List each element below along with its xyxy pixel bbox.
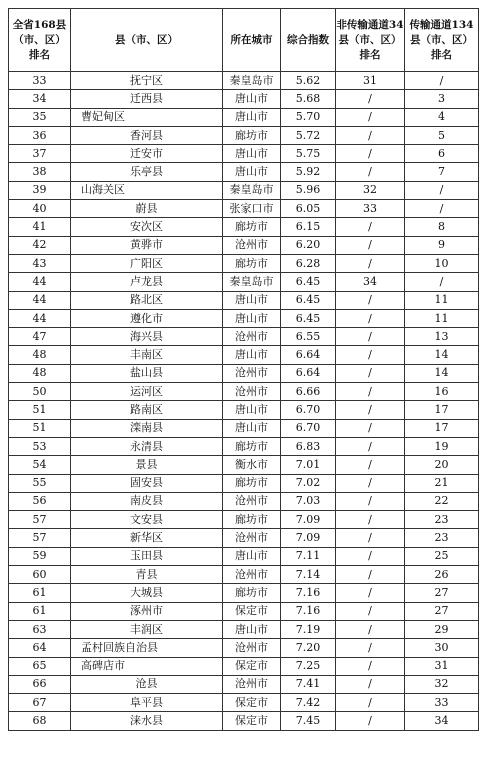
- ranking-table: [8, 8, 479, 731]
- county-cell: 文安县: [71, 511, 223, 529]
- channel-rank-cell: 34: [405, 712, 479, 730]
- index-cell: 5.62: [281, 72, 336, 90]
- city-cell: 廊坊市: [223, 511, 281, 529]
- county-cell: 路南区: [71, 401, 223, 419]
- table-row: [9, 419, 479, 437]
- table-row: [9, 126, 479, 144]
- city-cell: 廊坊市: [223, 218, 281, 236]
- city-cell: 沧州市: [223, 675, 281, 693]
- index-cell: 6.45: [281, 309, 336, 327]
- header-channel-rank: 传输通道134县（市、区）排名: [405, 9, 479, 72]
- city-cell: 廊坊市: [223, 254, 281, 272]
- province-rank-cell: 44: [9, 291, 71, 309]
- channel-rank-cell: 16: [405, 383, 479, 401]
- table-row: [9, 254, 479, 272]
- header-county: 县（市、区）: [71, 9, 223, 72]
- index-cell: 5.96: [281, 181, 336, 199]
- county-cell: 大城县: [71, 584, 223, 602]
- index-cell: 5.75: [281, 145, 336, 163]
- table-row: [9, 291, 479, 309]
- province-rank-cell: 42: [9, 236, 71, 254]
- channel-rank-cell: 6: [405, 145, 479, 163]
- table-row: [9, 200, 479, 218]
- province-rank-cell: 51: [9, 419, 71, 437]
- county-cell: 南皮县: [71, 492, 223, 510]
- channel-rank-cell: 22: [405, 492, 479, 510]
- table-row: [9, 364, 479, 382]
- index-cell: 6.70: [281, 419, 336, 437]
- county-cell: 沧县: [71, 675, 223, 693]
- table-row: [9, 72, 479, 90]
- county-cell: 景县: [71, 456, 223, 474]
- index-cell: 7.16: [281, 602, 336, 620]
- county-cell: 盐山县: [71, 364, 223, 382]
- province-rank-cell: 38: [9, 163, 71, 181]
- city-cell: 沧州市: [223, 328, 281, 346]
- index-cell: 5.68: [281, 90, 336, 108]
- index-cell: 6.05: [281, 200, 336, 218]
- province-rank-cell: 33: [9, 72, 71, 90]
- non-channel-rank-cell: /: [336, 547, 405, 565]
- index-cell: 6.64: [281, 364, 336, 382]
- province-rank-cell: 57: [9, 529, 71, 547]
- city-cell: 沧州市: [223, 236, 281, 254]
- table-row: [9, 108, 479, 126]
- index-cell: 6.45: [281, 291, 336, 309]
- city-cell: 保定市: [223, 712, 281, 730]
- non-channel-rank-cell: /: [336, 620, 405, 638]
- city-cell: 唐山市: [223, 309, 281, 327]
- channel-rank-cell: 33: [405, 694, 479, 712]
- non-channel-rank-cell: /: [336, 639, 405, 657]
- table-row: [9, 492, 479, 510]
- index-cell: 6.55: [281, 328, 336, 346]
- non-channel-rank-cell: /: [336, 419, 405, 437]
- city-cell: 唐山市: [223, 90, 281, 108]
- city-cell: 廊坊市: [223, 437, 281, 455]
- index-cell: 7.11: [281, 547, 336, 565]
- province-rank-cell: 59: [9, 547, 71, 565]
- table-row: [9, 474, 479, 492]
- city-cell: 张家口市: [223, 200, 281, 218]
- index-cell: 7.45: [281, 712, 336, 730]
- channel-rank-cell: 13: [405, 328, 479, 346]
- province-rank-cell: 47: [9, 328, 71, 346]
- province-rank-cell: 39: [9, 181, 71, 199]
- non-channel-rank-cell: /: [336, 291, 405, 309]
- channel-rank-cell: 8: [405, 218, 479, 236]
- city-cell: 廊坊市: [223, 126, 281, 144]
- channel-rank-cell: /: [405, 181, 479, 199]
- non-channel-rank-cell: 31: [336, 72, 405, 90]
- table-row: [9, 584, 479, 602]
- county-cell: 山海关区: [71, 181, 223, 199]
- table-row: [9, 639, 479, 657]
- city-cell: 沧州市: [223, 383, 281, 401]
- table-row: [9, 236, 479, 254]
- index-cell: 6.28: [281, 254, 336, 272]
- non-channel-rank-cell: /: [336, 236, 405, 254]
- city-cell: 保定市: [223, 602, 281, 620]
- county-cell: 滦南县: [71, 419, 223, 437]
- county-cell: 安次区: [71, 218, 223, 236]
- county-cell: 蔚县: [71, 200, 223, 218]
- header-city: 所在城市: [223, 9, 281, 72]
- index-cell: 6.64: [281, 346, 336, 364]
- table-row: [9, 456, 479, 474]
- channel-rank-cell: 5: [405, 126, 479, 144]
- channel-rank-cell: 30: [405, 639, 479, 657]
- province-rank-cell: 43: [9, 254, 71, 272]
- index-cell: 5.70: [281, 108, 336, 126]
- province-rank-cell: 54: [9, 456, 71, 474]
- non-channel-rank-cell: /: [336, 602, 405, 620]
- channel-rank-cell: /: [405, 273, 479, 291]
- county-cell: 涞水县: [71, 712, 223, 730]
- table-row: [9, 511, 479, 529]
- table-row: [9, 145, 479, 163]
- channel-rank-cell: 25: [405, 547, 479, 565]
- header-province-rank: 全省168县（市、区）排名: [9, 9, 71, 72]
- county-cell: 玉田县: [71, 547, 223, 565]
- channel-rank-cell: 20: [405, 456, 479, 474]
- county-cell: 遵化市: [71, 309, 223, 327]
- county-cell: 固安县: [71, 474, 223, 492]
- county-cell: 抚宁区: [71, 72, 223, 90]
- channel-rank-cell: 27: [405, 584, 479, 602]
- channel-rank-cell: 10: [405, 254, 479, 272]
- county-cell: 香河县: [71, 126, 223, 144]
- province-rank-cell: 34: [9, 90, 71, 108]
- index-cell: 6.15: [281, 218, 336, 236]
- non-channel-rank-cell: /: [336, 346, 405, 364]
- channel-rank-cell: 14: [405, 364, 479, 382]
- city-cell: 廊坊市: [223, 584, 281, 602]
- county-cell: 运河区: [71, 383, 223, 401]
- index-cell: 6.66: [281, 383, 336, 401]
- province-rank-cell: 60: [9, 566, 71, 584]
- city-cell: 秦皇岛市: [223, 72, 281, 90]
- non-channel-rank-cell: /: [336, 163, 405, 181]
- county-cell: 广阳区: [71, 254, 223, 272]
- table-row: [9, 328, 479, 346]
- non-channel-rank-cell: /: [336, 437, 405, 455]
- non-channel-rank-cell: /: [336, 328, 405, 346]
- city-cell: 廊坊市: [223, 474, 281, 492]
- county-cell: 涿州市: [71, 602, 223, 620]
- table-row: [9, 694, 479, 712]
- channel-rank-cell: 11: [405, 309, 479, 327]
- province-rank-cell: 66: [9, 675, 71, 693]
- county-cell: 黄骅市: [71, 236, 223, 254]
- channel-rank-cell: 17: [405, 401, 479, 419]
- province-rank-cell: 50: [9, 383, 71, 401]
- header-row: [9, 9, 479, 72]
- city-cell: 唐山市: [223, 291, 281, 309]
- province-rank-cell: 61: [9, 584, 71, 602]
- non-channel-rank-cell: /: [336, 90, 405, 108]
- index-cell: 7.20: [281, 639, 336, 657]
- county-cell: 曹妃甸区: [71, 108, 223, 126]
- city-cell: 唐山市: [223, 419, 281, 437]
- non-channel-rank-cell: 34: [336, 273, 405, 291]
- non-channel-rank-cell: /: [336, 657, 405, 675]
- city-cell: 沧州市: [223, 492, 281, 510]
- table-row: [9, 346, 479, 364]
- city-cell: 秦皇岛市: [223, 181, 281, 199]
- province-rank-cell: 56: [9, 492, 71, 510]
- channel-rank-cell: /: [405, 200, 479, 218]
- table-row: [9, 437, 479, 455]
- channel-rank-cell: 32: [405, 675, 479, 693]
- non-channel-rank-cell: /: [336, 145, 405, 163]
- table-row: [9, 273, 479, 291]
- index-cell: 7.01: [281, 456, 336, 474]
- non-channel-rank-cell: /: [336, 529, 405, 547]
- table-row: [9, 712, 479, 730]
- county-cell: 丰南区: [71, 346, 223, 364]
- non-channel-rank-cell: /: [336, 675, 405, 693]
- non-channel-rank-cell: /: [336, 566, 405, 584]
- non-channel-rank-cell: /: [336, 492, 405, 510]
- province-rank-cell: 68: [9, 712, 71, 730]
- city-cell: 唐山市: [223, 401, 281, 419]
- city-cell: 衡水市: [223, 456, 281, 474]
- province-rank-cell: 51: [9, 401, 71, 419]
- table-row: [9, 163, 479, 181]
- channel-rank-cell: 11: [405, 291, 479, 309]
- non-channel-rank-cell: /: [336, 218, 405, 236]
- non-channel-rank-cell: /: [336, 309, 405, 327]
- ranking-table-container: [8, 8, 479, 731]
- table-row: [9, 566, 479, 584]
- table-row: [9, 657, 479, 675]
- county-cell: 青县: [71, 566, 223, 584]
- non-channel-rank-cell: /: [336, 511, 405, 529]
- index-cell: 5.72: [281, 126, 336, 144]
- table-row: [9, 181, 479, 199]
- table-header: [9, 9, 479, 72]
- county-cell: 迁安市: [71, 145, 223, 163]
- table-row: [9, 675, 479, 693]
- table-row: [9, 401, 479, 419]
- county-cell: 孟村回族自治县: [71, 639, 223, 657]
- header-non-channel-rank: 非传输通道34县（市、区）排名: [336, 9, 405, 72]
- county-cell: 新华区: [71, 529, 223, 547]
- index-cell: 7.14: [281, 566, 336, 584]
- non-channel-rank-cell: /: [336, 456, 405, 474]
- header-composite-index: 综合指数: [281, 9, 336, 72]
- index-cell: 7.16: [281, 584, 336, 602]
- index-cell: 7.41: [281, 675, 336, 693]
- city-cell: 保定市: [223, 657, 281, 675]
- index-cell: 6.70: [281, 401, 336, 419]
- non-channel-rank-cell: 32: [336, 181, 405, 199]
- province-rank-cell: 64: [9, 639, 71, 657]
- index-cell: 7.42: [281, 694, 336, 712]
- channel-rank-cell: 9: [405, 236, 479, 254]
- table-body: [9, 72, 479, 731]
- city-cell: 沧州市: [223, 364, 281, 382]
- table-row: [9, 90, 479, 108]
- table-row: [9, 309, 479, 327]
- table-row: [9, 218, 479, 236]
- channel-rank-cell: 26: [405, 566, 479, 584]
- county-cell: 永清县: [71, 437, 223, 455]
- table-row: [9, 529, 479, 547]
- county-cell: 迁西县: [71, 90, 223, 108]
- non-channel-rank-cell: /: [336, 584, 405, 602]
- channel-rank-cell: 3: [405, 90, 479, 108]
- province-rank-cell: 41: [9, 218, 71, 236]
- province-rank-cell: 57: [9, 511, 71, 529]
- table-row: [9, 383, 479, 401]
- city-cell: 唐山市: [223, 620, 281, 638]
- county-cell: 海兴县: [71, 328, 223, 346]
- index-cell: 5.92: [281, 163, 336, 181]
- index-cell: 6.83: [281, 437, 336, 455]
- city-cell: 唐山市: [223, 547, 281, 565]
- channel-rank-cell: 27: [405, 602, 479, 620]
- table-row: [9, 620, 479, 638]
- non-channel-rank-cell: /: [336, 126, 405, 144]
- province-rank-cell: 48: [9, 346, 71, 364]
- city-cell: 沧州市: [223, 566, 281, 584]
- city-cell: 秦皇岛市: [223, 273, 281, 291]
- non-channel-rank-cell: /: [336, 108, 405, 126]
- county-cell: 路北区: [71, 291, 223, 309]
- table-row: [9, 602, 479, 620]
- province-rank-cell: 65: [9, 657, 71, 675]
- province-rank-cell: 55: [9, 474, 71, 492]
- city-cell: 唐山市: [223, 163, 281, 181]
- province-rank-cell: 63: [9, 620, 71, 638]
- province-rank-cell: 40: [9, 200, 71, 218]
- non-channel-rank-cell: /: [336, 383, 405, 401]
- non-channel-rank-cell: /: [336, 254, 405, 272]
- index-cell: 7.25: [281, 657, 336, 675]
- province-rank-cell: 48: [9, 364, 71, 382]
- channel-rank-cell: 21: [405, 474, 479, 492]
- county-cell: 阜平县: [71, 694, 223, 712]
- channel-rank-cell: 29: [405, 620, 479, 638]
- province-rank-cell: 53: [9, 437, 71, 455]
- non-channel-rank-cell: /: [336, 364, 405, 382]
- province-rank-cell: 61: [9, 602, 71, 620]
- county-cell: 乐亭县: [71, 163, 223, 181]
- index-cell: 7.09: [281, 511, 336, 529]
- province-rank-cell: 36: [9, 126, 71, 144]
- index-cell: 7.09: [281, 529, 336, 547]
- county-cell: 卢龙县: [71, 273, 223, 291]
- index-cell: 7.02: [281, 474, 336, 492]
- channel-rank-cell: /: [405, 72, 479, 90]
- channel-rank-cell: 4: [405, 108, 479, 126]
- city-cell: 唐山市: [223, 108, 281, 126]
- county-cell: 高碑店市: [71, 657, 223, 675]
- channel-rank-cell: 14: [405, 346, 479, 364]
- table-row: [9, 547, 479, 565]
- province-rank-cell: 67: [9, 694, 71, 712]
- city-cell: 沧州市: [223, 529, 281, 547]
- non-channel-rank-cell: /: [336, 712, 405, 730]
- index-cell: 6.20: [281, 236, 336, 254]
- county-cell: 丰润区: [71, 620, 223, 638]
- index-cell: 7.19: [281, 620, 336, 638]
- province-rank-cell: 44: [9, 273, 71, 291]
- city-cell: 唐山市: [223, 346, 281, 364]
- non-channel-rank-cell: 33: [336, 200, 405, 218]
- non-channel-rank-cell: /: [336, 474, 405, 492]
- index-cell: 6.45: [281, 273, 336, 291]
- province-rank-cell: 44: [9, 309, 71, 327]
- channel-rank-cell: 23: [405, 511, 479, 529]
- city-cell: 唐山市: [223, 145, 281, 163]
- channel-rank-cell: 23: [405, 529, 479, 547]
- index-cell: 7.03: [281, 492, 336, 510]
- province-rank-cell: 35: [9, 108, 71, 126]
- channel-rank-cell: 19: [405, 437, 479, 455]
- city-cell: 保定市: [223, 694, 281, 712]
- non-channel-rank-cell: /: [336, 694, 405, 712]
- non-channel-rank-cell: /: [336, 401, 405, 419]
- channel-rank-cell: 31: [405, 657, 479, 675]
- city-cell: 沧州市: [223, 639, 281, 657]
- channel-rank-cell: 7: [405, 163, 479, 181]
- province-rank-cell: 37: [9, 145, 71, 163]
- channel-rank-cell: 17: [405, 419, 479, 437]
